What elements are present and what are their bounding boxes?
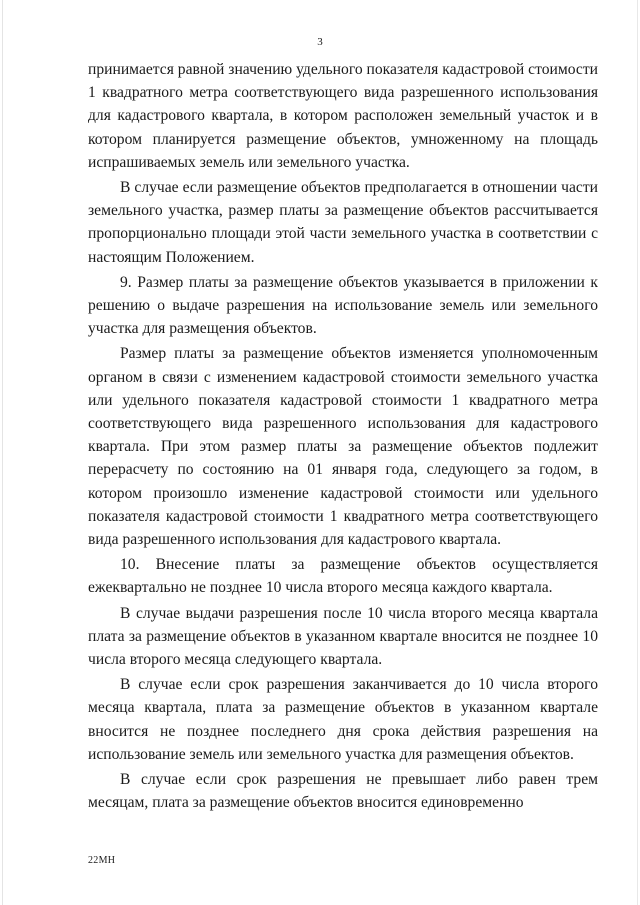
paragraph-permit-ends-early: В случае если срок разрешения заканчивается до 10 числа второго месяца квартала, плата за размещение объектов в указанном квартале вносится не позднее последнего дня срока действия разрешения на использование земель или земельного участка для размещения объектов. <box>88 676 598 763</box>
paragraph-fee-change: Размер платы за размещение объектов изменяется уполномоченным органом в связи с изменением кадастровой стоимости земельного участка или удельного показателя кадастровой стоимости 1 квадратного метра соответствующего вида разрешенного использования для кадастрового квартала. При этом размер платы за размещение объектов подлежит перерасчету по состоянию на 01 января года, следующего за годом, в котором произошло изменение кадастровой стоимости или удельного показателя кадастровой стоимости 1 квадратного метра соответствующего вида разрешенного использования для кадастрового квартала. <box>88 345 598 549</box>
page-number: 3 <box>317 36 323 48</box>
paragraph-part-of-land: В случае если размещение объектов предполагается в отношении части земельного участка, размер платы за размещение объектов рассчитывается пропорционально площади этой части земельного участка в соответствии с настоящим Положением. <box>88 179 598 266</box>
paragraph-item-9: 9. Размер платы за размещение объектов указывается в приложении к решению о выдаче разрешения на использование земель или земельного участка для размещения объектов. <box>88 273 598 338</box>
document-body <box>88 58 598 817</box>
paragraph-continuation: принимается равной значению удельного показателя кадастровой стоимости 1 квадратного метра соответствующего вида разрешенного использования для кадастрового квартала, в котором расположен земельный участок и в котором планируется размещение объектов, умноженному на площадь испрашиваемых земель или земельного участка. <box>88 61 598 171</box>
footer-document-code: 22МН <box>88 855 116 866</box>
paragraph-item-10: 10. Внесение платы за размещение объектов осуществляется ежеквартально не позднее 10 числа второго месяца каждого квартала. <box>88 556 598 597</box>
paragraph-short-term-permit: В случае если срок разрешения не превышает либо равен трем месяцам, плата за размещение объектов вносится единовременно <box>88 771 598 812</box>
paragraph-permit-after-10th: В случае выдачи разрешения после 10 числа второго месяца квартала плата за размещение объектов в указанном квартале вносится не позднее 10 числа второго месяца следующего квартала. <box>88 604 598 669</box>
scan-edge-left <box>2 0 3 905</box>
scan-edge-right <box>637 0 638 905</box>
